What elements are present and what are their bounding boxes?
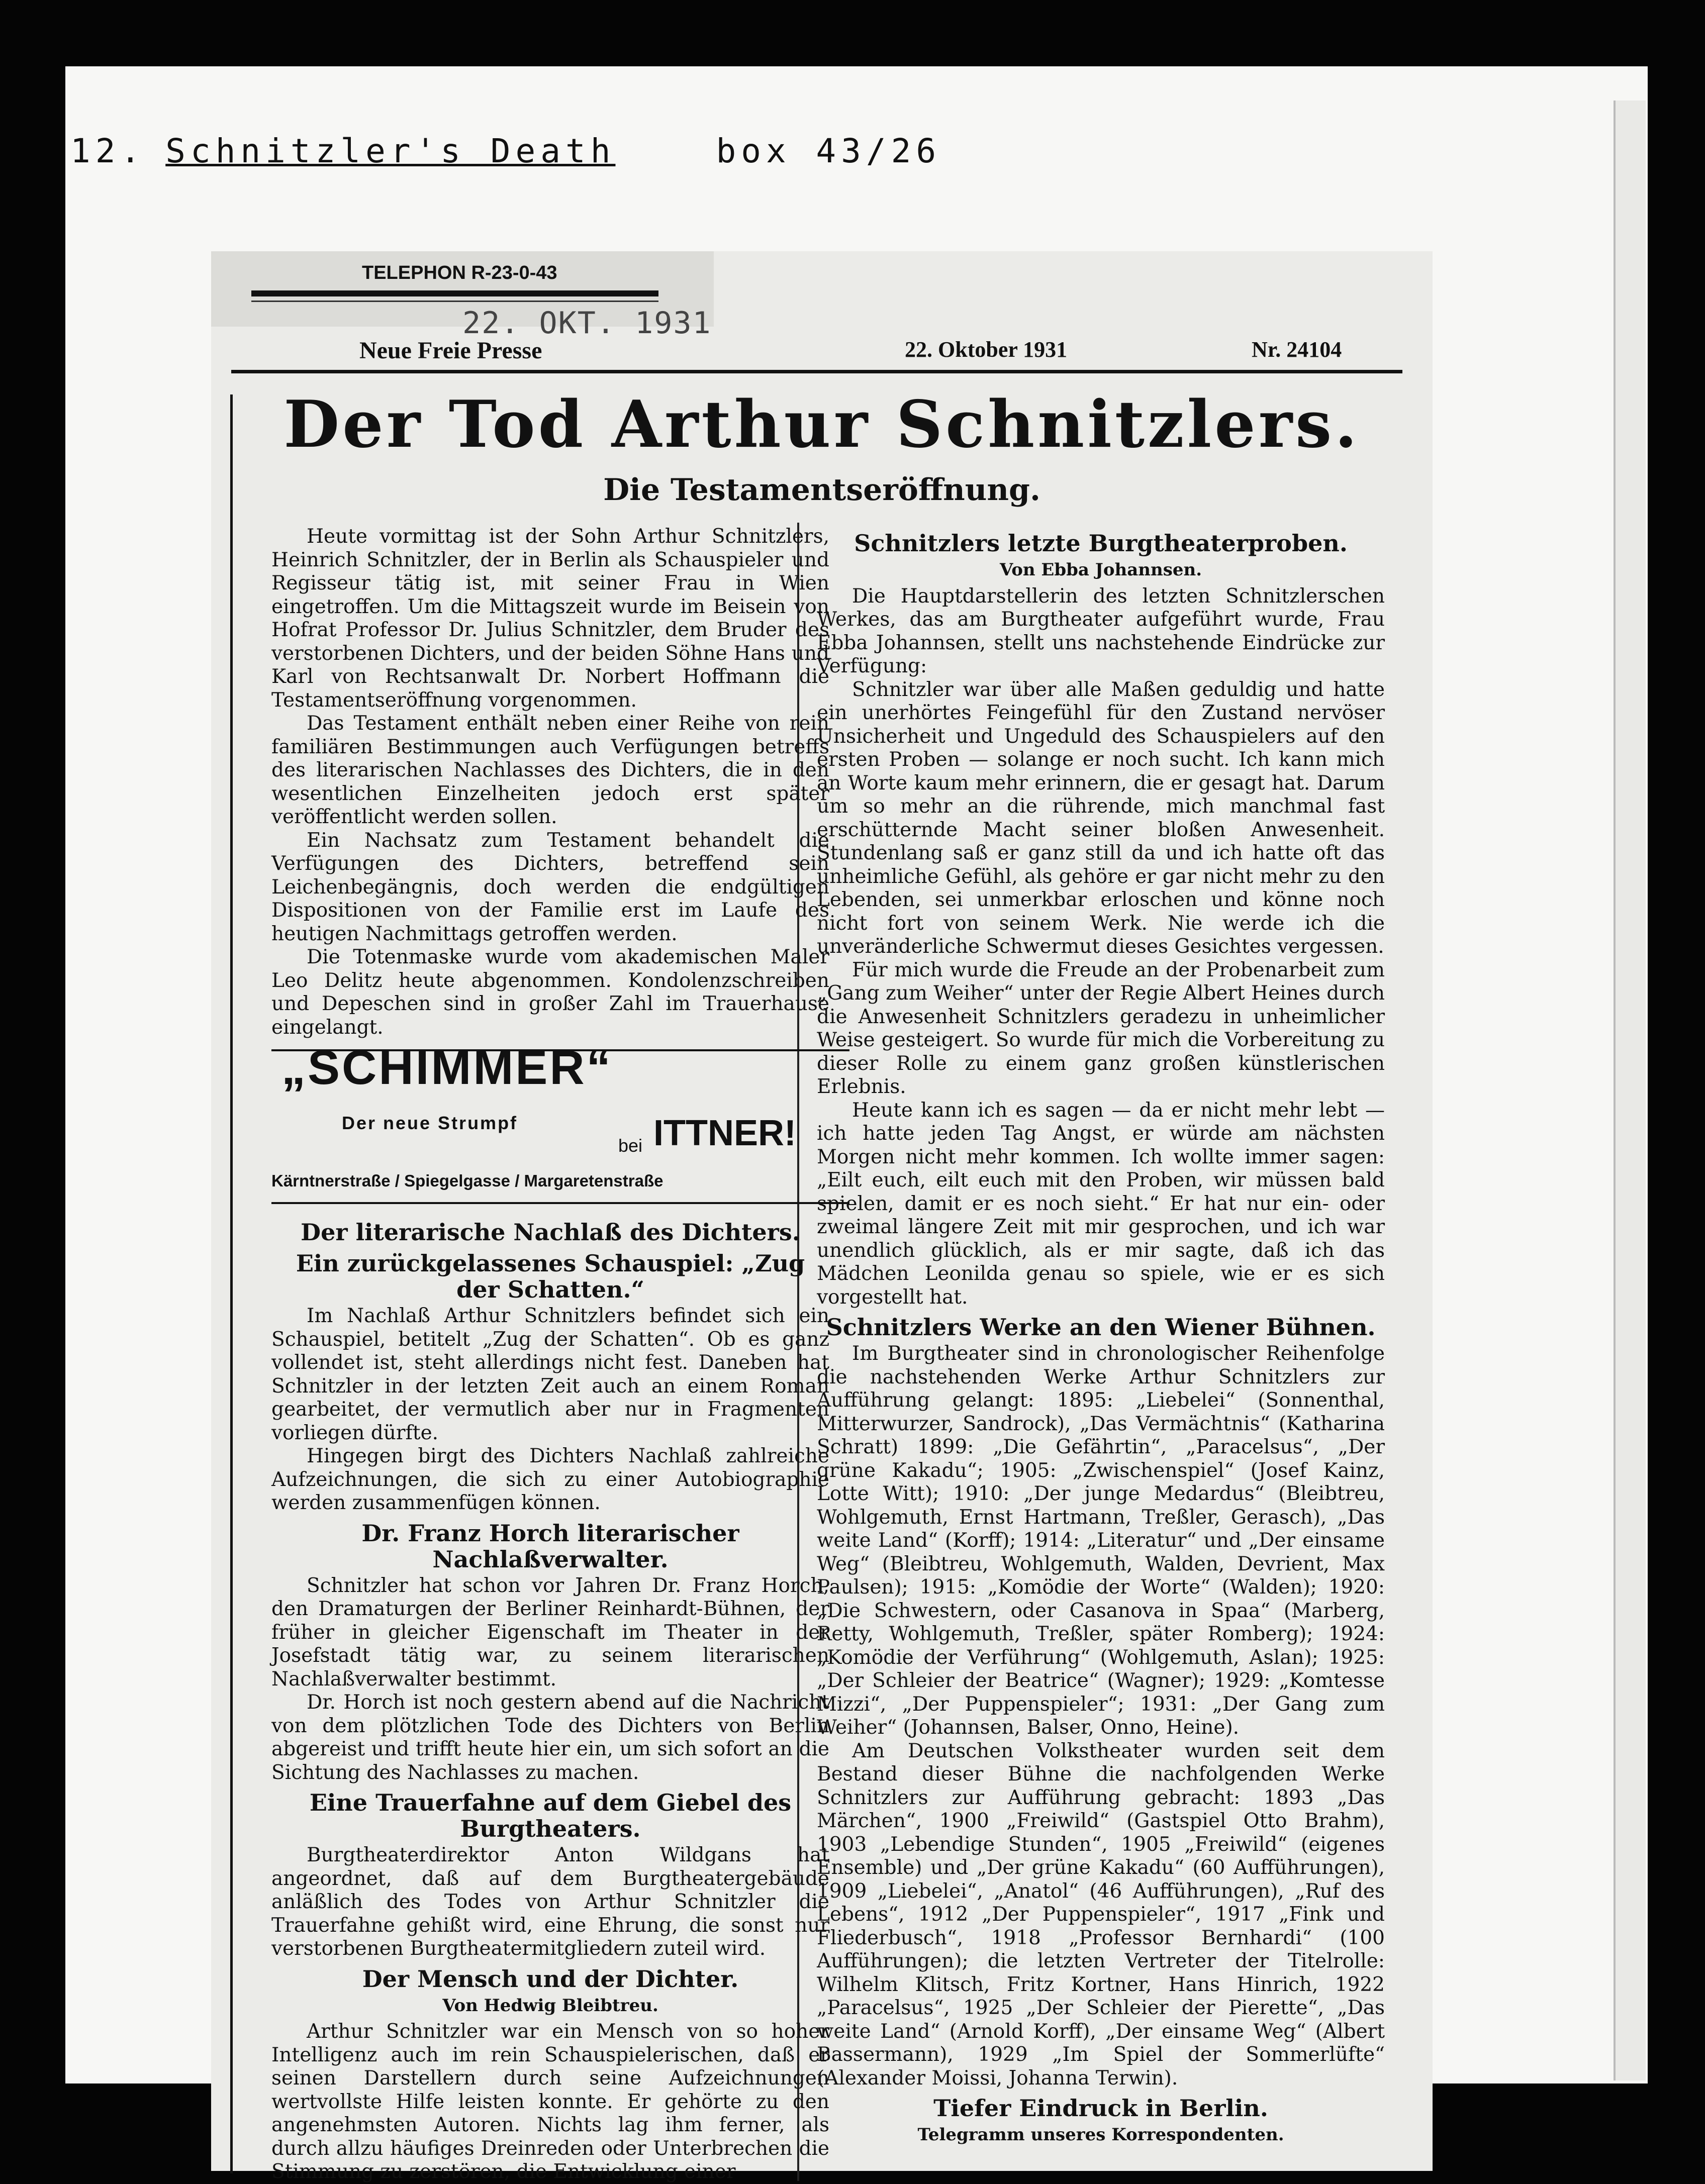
telephon-rule xyxy=(251,290,658,296)
masthead-rule xyxy=(231,370,1402,373)
archive-label xyxy=(70,132,941,170)
byline: Telegramm unseres Korrespondenten. xyxy=(917,2125,1284,2145)
paragraph: Die Hauptdarstellerin des letzten Schnitzlerschen Werkes, das am Burgtheater aufgeführt wurde, Frau Ebba Johannsen, stellt uns nachstehende Eindrücke zur Verfügung: xyxy=(817,584,1385,677)
newspaper-clipping xyxy=(211,251,1433,2183)
byline: Von Hedwig Bleibtreu. xyxy=(442,1995,658,2016)
section-heading: Tiefer Eindruck in Berlin. xyxy=(933,2095,1268,2122)
section-heading: Der Mensch und der Dichter. xyxy=(362,1965,739,1993)
paragraph: Für mich wurde die Freude an der Probenarbeit zum „Gang zum Weiher“ unter der Regie Albert Heines durch die Anwesenheit Schnitzlers geradezu in unheimlicher Weise gesteigert. So wurde für mich die Vorbereitung zu dieser Rolle zu einem ganz großen künstlerischen Erlebnis. xyxy=(817,958,1385,1098)
paragraph: Im Burgtheater sind in chronologischer Reihenfolge die nachstehenden Werke Arthur Schnitzlers zur Aufführung gelangt: 1895: „Liebelei“ (Sonnenthal, Mitterwurzer, Sandrock), „Das Vermächtnis“ (Katharina Schratt) 1899: „Die Gefährtin“, „Paracelsus“, „Der grüne Kakadu“; 1905: „Zwischenspiel“ (Josef Kainz, Lotte Witt); 1910: „Der junge Medardus“ (Bleibtreu, Wohlgemuth, Ernst Hartmann, Treßler, Gerasch), „Das weite Land“ (Korff); 1914: „Literatur“ und „Der einsame Weg“ (Bleibtreu, Wohlgemuth, Walden, Devrient, Max Paulsen); 1915: „Komödie der Worte“ (Walden); 1920: „Die Schwestern, oder Casanova in Spaa“ (Marberg, Retty, Wohlgemuth, Treßler, später Romberg); 1924: „Komödie der Verführung“ (Wohlgemuth, Aslan); 1925: „Der Schleier der Beatrice“ (Wagner); 1929: „Komtesse Mizzi“, „Der Puppenspieler“; 1931: „Der Gang zum Weiher“ (Johannsen, Balser, Onno, Heine). xyxy=(817,1342,1385,1739)
masthead xyxy=(231,332,1402,362)
advertisement xyxy=(271,1041,849,1204)
ad-tagline: Der neue Strumpf xyxy=(342,1113,518,1133)
section-heading: Schnitzlers letzte Burgtheaterproben. xyxy=(854,530,1348,557)
section-heading: Dr. Franz Horch literarischer Nachlaßverwalter. xyxy=(361,1519,739,1573)
issue-date: 22. Oktober 1931 xyxy=(905,337,1068,362)
ad-streets: Kärntnerstraße / Spiegelgasse / Margaretenstraße xyxy=(271,1171,664,1190)
label-number: 12. xyxy=(70,132,146,170)
section-heading: Der literarische Nachlaß des Dichters. xyxy=(301,1219,800,1246)
section-subheading: Ein zurückgelassenes Schauspiel: „Zug der Schatten.“ xyxy=(296,1250,805,1303)
underlying-page-edge xyxy=(1614,101,1646,2080)
paragraph: Ein Nachsatz zum Testament behandelt die Verfügungen des Dichters, betreffend sein Leichenbegängnis, doch werden die endgültigen Dispositionen von der Familie erst im Laufe des heutigen Nachmittags getroffen werden. xyxy=(271,829,829,945)
paragraph: Schnitzler hat schon vor Jahren Dr. Franz Horch, den Dramaturgen der Berliner Reinhardt-Bühnen, der früher in gleicher Eigenschaft im Theater in der Josefstadt tätig war, zu seinem literarischen Nachlaßverwalter bestimmt. xyxy=(271,1574,829,1691)
paragraph: Burgtheaterdirektor Anton Wildgans hat angeordnet, daß auf dem Burgtheatergebäude anläßlich des Todes von Arthur Schnitzler die Trauerfahne gehißt wird, eine Ehrung, die sonst nur verstorbenen Burgtheatermitgliedern zuteil wird. xyxy=(271,1844,829,1960)
left-column xyxy=(271,525,829,2184)
newspaper-name: Neue Freie Presse xyxy=(359,337,542,364)
telephon-number: TELEPHON R-23-0-43 xyxy=(362,262,557,283)
ad-brand: „SCHIMMER“ xyxy=(281,1041,613,1095)
byline: Von Ebba Johannsen. xyxy=(999,560,1202,580)
paragraph: Heute vormittag ist der Sohn Arthur Schnitzlers, Heinrich Schnitzler, der in Berlin als Schauspieler und Regisseur tätig ist, mit seiner Frau in Wien eingetroffen. Um die Mittagszeit wurde im Beisein von Hofrat Professor Dr. Julius Schnitzler, dem Bruder des verstorbenen Dichters, und der beiden Söhne Hans und Karl von Rechtsanwalt Dr. Norbert Hoffmann die Testamentseröffnung vorgenommen. xyxy=(271,525,829,712)
issue-number: Nr. 24104 xyxy=(1252,337,1342,362)
label-box: box 43/26 xyxy=(716,132,941,170)
section-heading: Schnitzlers Werke an den Wiener Bühnen. xyxy=(826,1314,1376,1341)
left-border-line xyxy=(230,394,233,2173)
paragraph: Heute kann ich es sagen — da er nicht mehr lebt — ich hatte jeden Tag Angst, er würde am nächsten Morgen nicht mehr kommen. Ich wollte immer sagen: „Eilt euch, eilt euch mit den Proben, wir müssen bald spielen, damit er es noch sieht.“ Er hat nur ein- oder zweimal längere Zeit mit mir gesprochen, und ich war unendlich glücklich, als er mir sagte, daß ich das Mädchen Leonilda genau so spiele, wie er es sich vorgestellt hat. xyxy=(817,1099,1385,1309)
subheadline: Die Testamentseröffnung. xyxy=(603,472,1040,508)
ad-store: ITTNER! xyxy=(653,1113,796,1153)
paragraph: Das Testament enthält neben einer Reihe von rein familiären Bestimmungen auch Verfügungen betreffs des literarischen Nachlasses des Dichters, die in den wesentlichen Einzelheiten jedoch erst später veröffentlicht werden sollen. xyxy=(271,712,829,828)
section-heading: Eine Trauerfahne auf dem Giebel des Burgtheaters. xyxy=(309,1789,792,1842)
right-column xyxy=(817,525,1385,2150)
paragraph: Im Nachlaß Arthur Schnitzlers befindet sich ein Schauspiel, betitelt „Zug der Schatten“. Ob es ganz vollendet ist, steht allerdings nicht fest. Daneben hat Schnitzler in der letzten Zeit auch an einem Roman gearbeitet, der vermutlich aber nur in Fragmenten vorliegen dürfte. xyxy=(271,1305,829,1444)
paragraph: Die Totenmaske wurde vom akademischen Maler Leo Delitz heute abgenommen. Kondolenzschreiben und Depeschen sind in großer Zahl im Trauerhause eingelangt. xyxy=(271,946,829,1039)
date-stamp: 22. OKT. 1931 xyxy=(462,306,712,341)
paragraph: Am Deutschen Volkstheater wurden seit dem Bestand dieser Bühne die nachfolgenden Werke Schnitzlers zur Aufführung gebracht: 1893 „Das Märchen“, 1900 „Freiwild“ (Gastspiel Otto Brahm), 1903 „Lebendige Stunden“, 1905 „Freiwild“ (eigenes Ensemble) und „Der grüne Kakadu“ (60 Aufführungen), 1909 „Liebelei“, „Anatol“ (46 Aufführungen), „Ruf des Lebens“, 1912 „Der Puppenspieler“, 1917 „Fink und Fliederbusch“, 1918 „Professor Bernhardi“ (100 Aufführungen); die letzten Vertreter der Titelrolle: Wilhelm Klitsch, Fritz Kortner, Hans Hinrich, 1922 „Paracelsus“, 1925 „Der Schleier der Pierette“, „Das weite Land“ (Arnold Korff), „Der einsame Weg“ (Albert Bassermann), 1929 „Im Spiel der Sommerlüfte“ (Alexander Moissi, Johanna Terwin). xyxy=(817,1739,1385,2090)
paragraph: Hingegen birgt des Dichters Nachlaß zahlreiche Aufzeichnungen, die sich zu einer Autobiographie werden zusammenfügen können. xyxy=(271,1445,829,1514)
paragraph: Schnitzler war über alle Maßen geduldig und hatte ein unerhörtes Feingefühl für den Zustand nervöser Unsicherheit und Ungeduld des Schauspielers auf den ersten Proben — solange er noch sucht. Ich kann mich an Worte kaum mehr erinnern, die er gesagt hat. Darum um so mehr an die rührende, mich manchmal fast erschütternde Macht seiner bloßen Anwesenheit. Stundenlang saß er ganz still da und ich hatte oft das unheimliche Gefühl, als gehöre er gar nicht mehr zu den Lebenden, sei unmerkbar erloschen und könne noch nicht fort von seinem Werk. Nie werde ich die unveränderliche Schwermut dieses Gesichtes vergessen. xyxy=(817,678,1385,958)
headline: Der Tod Arthur Schnitzlers. xyxy=(283,387,1360,462)
ad-bei: bei xyxy=(618,1135,643,1156)
paragraph: Dr. Horch ist noch gestern abend auf die Nachricht von dem plötzlichen Tode des Dichters von Berlin abgereist und trifft heute hier ein, um sich sofort an die Sichtung des Nachlasses zu machen. xyxy=(271,1691,829,1784)
label-title: Schnitzler's Death xyxy=(165,132,616,170)
paragraph: Arthur Schnitzler war ein Mensch von so hoher Intelligenz auch im rein Schauspielerischen, daß er seinen Darstellern durch seine Aufzeichnungen wertvollste Hilfe leisten konnte. Er gehörte zu den angenehmsten Autoren. Nichts lag ihm ferner, als durch allzu häufiges Dreinreden oder Unterbrechen die Stimmung zu zerstören, die Entwicklung einer xyxy=(271,2020,829,2183)
telephon-rule-thin xyxy=(251,301,658,302)
